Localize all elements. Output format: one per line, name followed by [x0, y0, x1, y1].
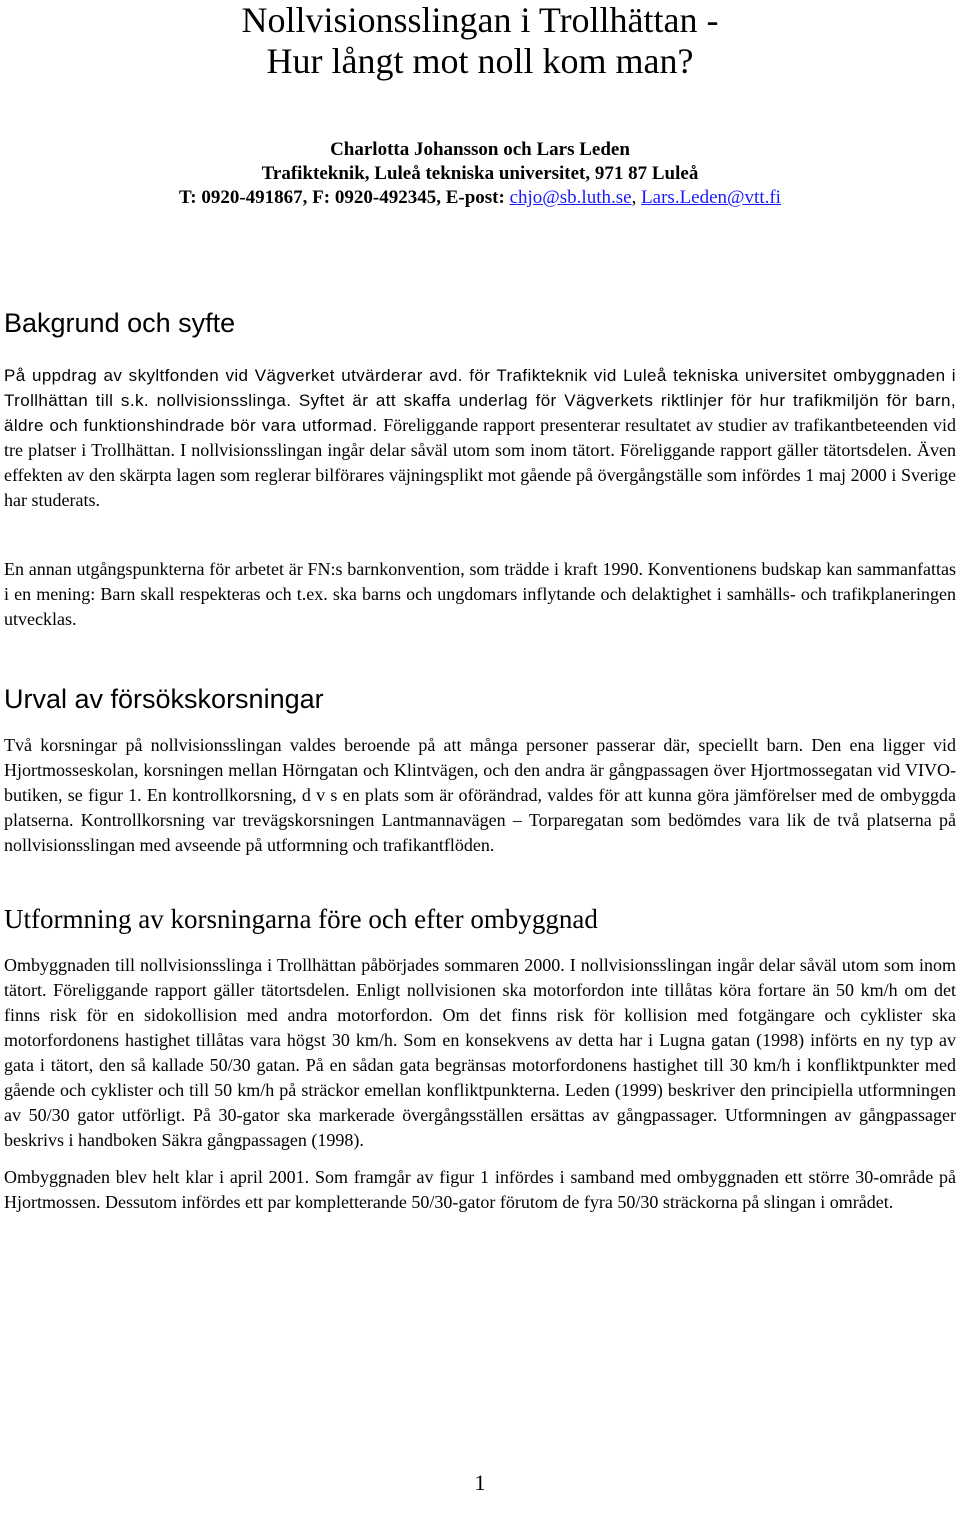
section-utformning-paragraph-1: Ombyggnaden till nollvisionsslinga i Trollhättan påbörjades sommaren 2000. I nollvisionsslingan ingår delar såväl utom som inom tätort. Föreliggande rapport gäller tätortsdelen. Enligt nollvisionen ska motorfordon inte tillåtas köra fortare än 50 km/h om det finns risk för en sidokollision med andra motorfordon. Om det finns risk för kollision med fotgängare och cyklister ska motorfordonens hastighet tillåtas vara högst 30 km/h. Som en konsekvens av detta har i Lugna gatan (1998) införts en ny typ av gata i tätort, den så kallade 50/30 gatan. På en sådan gata begränsas motorfordonens hastighet till 30 km/h i konfliktpunkter med gående och cyklister och till 50 km/h på sträckor emellan konfliktpunkterna. Leden (1999) beskriver den principiella utformningen av 50/30 gator utförligt. På 30-gator ska markerade övergångsställen ersättas av gångpassager. Utformningen av gångpassager beskrivs i handboken Säkra gångpassagen (1998).	[4, 955, 956, 1150]
section-utformning-paragraph-2: Ombyggnaden blev helt klar i april 2001. Som framgår av figur 1 infördes i samband med ombyggnaden ett större 30-område på Hjortmossen. Dessutom infördes ett par kompletterande 50/30-gator förutom de fyra 50/30 sträckorna på slingan i området.	[4, 1167, 956, 1212]
author-affiliation: Trafikteknik, Luleå tekniska universitet, 971 87 Luleå	[261, 163, 699, 184]
section-heading-urval: Urval av försökskorsningar	[4, 684, 324, 714]
author-names: Charlotta Johansson och Lars Leden	[330, 139, 630, 160]
section-urval-paragraph-1: Två korsningar på nollvisionsslingan valdes beroende på att många personer passerar där, speciellt barn. Den ena ligger vid Hjortmosseskolan, korsningen mellan Hörngatan och Klintvägen, och den andra är gångpassagen över Hjortmossegatan vid VIVO-butiken, se figur 1. En kontrollkorsning, d v s en plats som är oförändrad, valdes för att kunna göra jämförelser med de ombyggda platserna. Kontrollkorsning var trevägskorsningen Lantmannavägen – Torparegatan som bedömdes vara lik de två platserna på nollvisionsslingan med avseende på utformning och trafikantflöden.	[4, 735, 956, 855]
email-link-1[interactable]: chjo@sb.luth.se	[509, 187, 632, 208]
section-heading-utformning: Utformning av korsningarna före och efter ombyggnad	[4, 904, 598, 934]
email-link-2[interactable]: Lars.Leden@vtt.fi	[641, 187, 781, 208]
section-heading-bakgrund: Bakgrund och syfte	[4, 308, 236, 338]
title-line-2: Hur långt mot noll kom man?	[266, 41, 694, 81]
author-block	[4, 138, 956, 210]
section-bakgrund-paragraph-2: En annan utgångspunkterna för arbetet är FN:s barnkonvention, som trädde i kraft 1990. Konventionens budskap kan sammanfattas i en mening: Barn skall respekteras och t.ex. ska barns och ungdomars inflytande och delaktighet i samhälls- och trafikplaneringen utvecklas.	[4, 559, 956, 629]
contact-prefix: T: 0920-491867, F: 0920-492345, E-post:	[179, 187, 510, 208]
email-separator: ,	[631, 187, 642, 208]
page-title	[4, 0, 956, 82]
paragraph-1-part-b: Föreliggande rapport presenterar resultatet av studier av trafikantbeteenden vid tre platser i Trollhättan. I nollvisionsslingan ingår delar såväl utom som inom tätort. Föreliggande rapport gäller tätortsdelen. Även effekten av den skärpta lagen som reglerar bilförares väjningsplikt mot gående på övergångställe som infördes 1 maj 2000 i Sverige har studerats.	[4, 415, 956, 510]
author-contact	[4, 186, 956, 210]
section-bakgrund-paragraph-1	[4, 363, 956, 513]
document-page	[4, 0, 956, 1215]
page-number: 1	[474, 1470, 486, 1495]
title-line-1: Nollvisionsslingan i Trollhättan -	[241, 0, 719, 40]
paragraph-1-part-a: På uppdrag av skyltfonden vid Vägverket utvärderar avd. för Trafikteknik vid Luleå tekniska universitet ombyggnaden i Trollhättan till s.k. nollvisionsslinga. Syftet är att skaffa underlag för Vägverkets riktlinjer för hur trafikmiljön för barn, äldre och funktionshindrade bör vara utformad.	[4, 366, 956, 435]
